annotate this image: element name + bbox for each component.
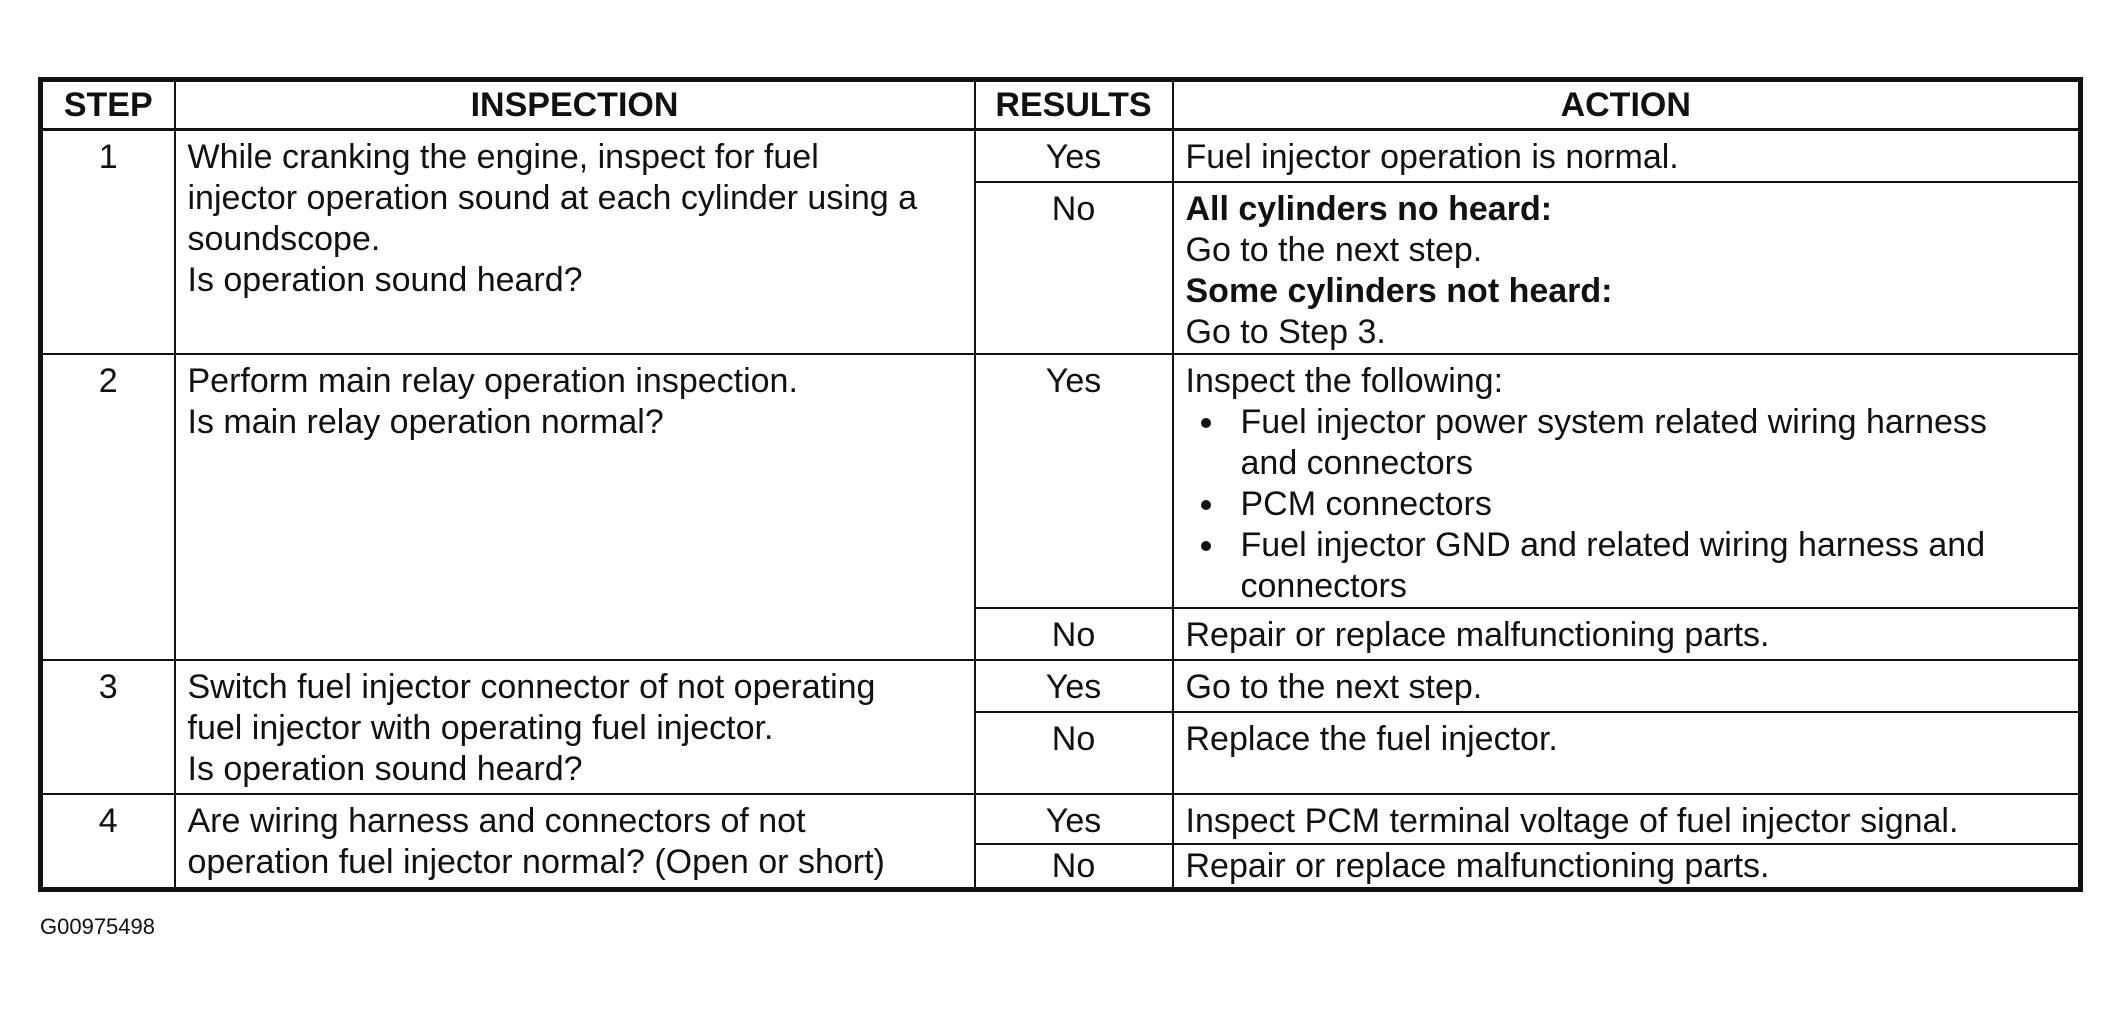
result-yes: Yes — [975, 794, 1173, 844]
bullet-text: connectors — [1240, 566, 1407, 605]
bullet-text: and connectors — [1240, 443, 1473, 482]
inspection-cell — [175, 660, 975, 794]
action-heading: All cylinders no heard: — [1185, 189, 1553, 228]
header-step: STEP — [41, 80, 175, 130]
action-cell — [1173, 354, 2081, 608]
inspection-text: injector operation sound at each cylinder using a — [187, 179, 918, 217]
bullet-item — [1241, 484, 2067, 525]
inspection-cell — [175, 794, 975, 890]
step-number: 1 — [41, 130, 175, 354]
action-text: Inspect PCM terminal voltage of fuel injector signal. — [1173, 794, 2081, 844]
inspection-text: operation fuel injector normal? (Open or short) — [187, 842, 885, 881]
figure-id: G00975498 — [40, 914, 155, 939]
inspection-cell — [175, 130, 975, 354]
action-text: Fuel injector operation is normal. — [1173, 130, 2081, 182]
bullet-item — [1241, 525, 2067, 607]
step-number: 4 — [41, 794, 175, 890]
action-cell — [1173, 182, 2081, 354]
header-action: ACTION — [1173, 80, 2081, 130]
inspection-text: Is main relay operation normal? — [187, 402, 664, 441]
result-no: No — [975, 608, 1173, 660]
result-yes: Yes — [975, 354, 1173, 608]
inspection-text: Are wiring harness and connectors of not — [187, 801, 806, 840]
bullet-item — [1241, 402, 2067, 484]
action-text: Repair or replace malfunctioning parts. — [1173, 844, 2081, 890]
action-text: Go to the next step. — [1173, 660, 2081, 712]
bullet-text: PCM connectors — [1240, 484, 1492, 523]
inspection-text: soundscope. — [187, 220, 381, 258]
inspection-text: Is operation sound heard? — [187, 261, 583, 299]
result-no: No — [975, 844, 1173, 890]
action-heading: Some cylinders not heard: — [1185, 271, 1613, 310]
table-row — [41, 794, 2081, 844]
result-yes: Yes — [975, 130, 1173, 182]
diagnostic-table — [38, 77, 2083, 892]
inspection-text: Switch fuel injector connector of not operating — [187, 667, 876, 706]
inspection-text: While cranking the engine, inspect for fuel — [187, 138, 819, 176]
action-text: Go to Step 3. — [1185, 312, 1386, 351]
inspection-text: Perform main relay operation inspection. — [187, 361, 798, 400]
action-text: Replace the fuel injector. — [1173, 712, 2081, 794]
inspection-cell — [175, 354, 975, 660]
table-row — [41, 354, 2081, 608]
action-text: Repair or replace malfunctioning parts. — [1173, 608, 2081, 660]
inspection-text: Is operation sound heard? — [187, 749, 583, 788]
header-inspection: INSPECTION — [175, 80, 975, 130]
inspection-text: fuel injector with operating fuel injector. — [187, 708, 774, 747]
bullet-list — [1186, 402, 2067, 607]
table-row — [41, 130, 2081, 182]
action-text: Inspect the following: — [1185, 361, 1504, 400]
result-no: No — [975, 182, 1173, 354]
header-results: RESULTS — [975, 80, 1173, 130]
result-no: No — [975, 712, 1173, 794]
result-yes: Yes — [975, 660, 1173, 712]
bullet-text: Fuel injector GND and related wiring harness and — [1240, 525, 1986, 564]
step-number: 2 — [41, 354, 175, 660]
header-row — [41, 80, 2081, 130]
step-number: 3 — [41, 660, 175, 794]
table-row — [41, 660, 2081, 712]
action-text: Go to the next step. — [1185, 230, 1483, 269]
bullet-text: Fuel injector power system related wiring harness — [1240, 402, 1987, 441]
